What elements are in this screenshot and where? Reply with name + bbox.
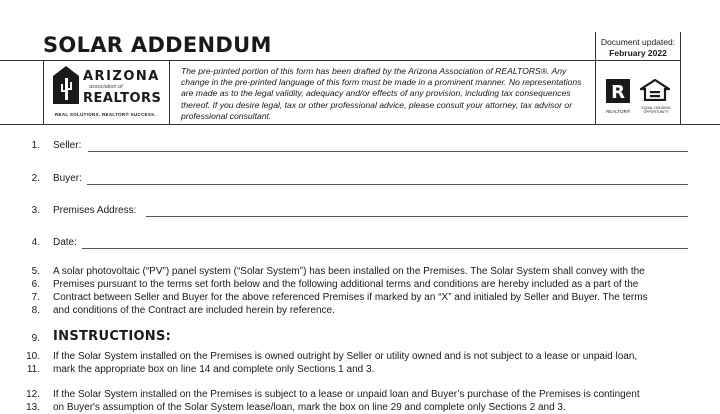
realtor-r-logo (606, 79, 630, 114)
arizona-realtors-logo (43, 60, 169, 124)
realtor-mark-text: REALTOR® (606, 109, 631, 114)
paragraph-line: Premises pursuant to the terms set forth below and the following additional terms and conditions are hereby included as a part of the (53, 279, 639, 290)
line-number: 6. (31, 279, 40, 290)
line-number: 8. (31, 305, 40, 316)
date-label: Date: (53, 237, 77, 248)
owned-solar-instructions (53, 350, 689, 376)
header-divider-right (595, 32, 596, 125)
premises-address-field[interactable] (146, 216, 688, 217)
line-number: 11. (26, 364, 40, 375)
realtor-r-icon (606, 79, 630, 109)
disclaimer-text: The pre-printed portion of this form has been drafted by the Arizona Association of REALTORS®. Any change in the pre-printed language of this form must be made in a prominent manner. No representations are made as to the legal validity, adequacy and/or effects of any provision, including tax consequences thereof. If you desire legal, tax or other professional advice, please consult your attorney, tax advisor or professional consultant. (181, 66, 582, 121)
equal-housing-logo (640, 79, 672, 114)
logo-box-right (169, 60, 170, 124)
paragraph-line: A solar photovoltaic (“PV”) panel system (“Solar System”) has been installed on the Premises. The Solar System shall convey with the (53, 266, 645, 277)
line-number: 9. (31, 333, 40, 344)
paragraph3-line-numbers (0, 388, 40, 414)
leased-solar-instructions (53, 388, 689, 414)
line-number: 12. (26, 389, 40, 400)
paragraph1-line-numbers (0, 265, 40, 317)
header-divider-edge (680, 32, 681, 125)
instructions-heading: INSTRUCTIONS: (53, 329, 172, 344)
paragraph-line: Contract between Seller and Buyer for the above referenced Premises if marked by an “X” and initialed by Seller and Buyer. The terms (53, 292, 648, 303)
doc-updated-date: February 2022 (609, 48, 667, 58)
logo-tagline: REAL SOLUTIONS. REALTOR® SUCCESS. (55, 112, 156, 117)
paragraph-line: mark the appropriate box on line 14 and complete only Sections 1 and 3. (53, 364, 375, 375)
paragraph-line: If the Solar System installed on the Premises is subject to a lease or unpaid loan and Buyer’s purchase of the Premises is contingent (53, 389, 640, 400)
paragraph2-line-numbers (0, 350, 40, 376)
solar-system-paragraph (53, 265, 689, 317)
form-title: SOLAR ADDENDUM (43, 33, 272, 57)
line-number: 1. (31, 140, 40, 151)
equal-housing-icon (640, 79, 670, 101)
cactus-logo-icon (53, 66, 79, 104)
buyer-field[interactable] (87, 184, 688, 185)
paragraph-line: on Buyer's assumption of the Solar System lease/loan, mark the box on line 29 and complete only Sections 2 and 3. (53, 402, 566, 413)
svg-text:R: R (611, 82, 625, 103)
premises-address-label: Premises Address: (53, 205, 137, 216)
seller-field[interactable] (88, 151, 688, 152)
line-number: 5. (31, 266, 40, 277)
line-number: 3. (31, 205, 40, 216)
document-updated (596, 37, 680, 59)
header-bottom-rule (0, 124, 720, 125)
paragraph-line: and conditions of the Contract are included herein by reference. (53, 305, 335, 316)
line-number: 2. (31, 173, 40, 184)
logo-arizona-text: ARIZONA (83, 69, 160, 84)
doc-updated-label: Document updated: (600, 37, 676, 47)
logo-realtors-text: REALTORS (83, 91, 162, 106)
date-field[interactable] (82, 248, 688, 249)
line-number: 4. (31, 237, 40, 248)
logo-association-text: association of (89, 84, 123, 90)
paragraph-line: If the Solar System installed on the Premises is owned outright by Seller or utility owned and is not subject to a lease or unpaid loan, (53, 351, 638, 362)
line-number: 10. (26, 351, 40, 362)
line-number: 7. (31, 292, 40, 303)
eho-text: EQUAL HOUSING OPPORTUNITY (641, 106, 671, 114)
buyer-label: Buyer: (53, 173, 82, 184)
line-number: 13. (26, 402, 40, 413)
seller-label: Seller: (53, 140, 82, 151)
